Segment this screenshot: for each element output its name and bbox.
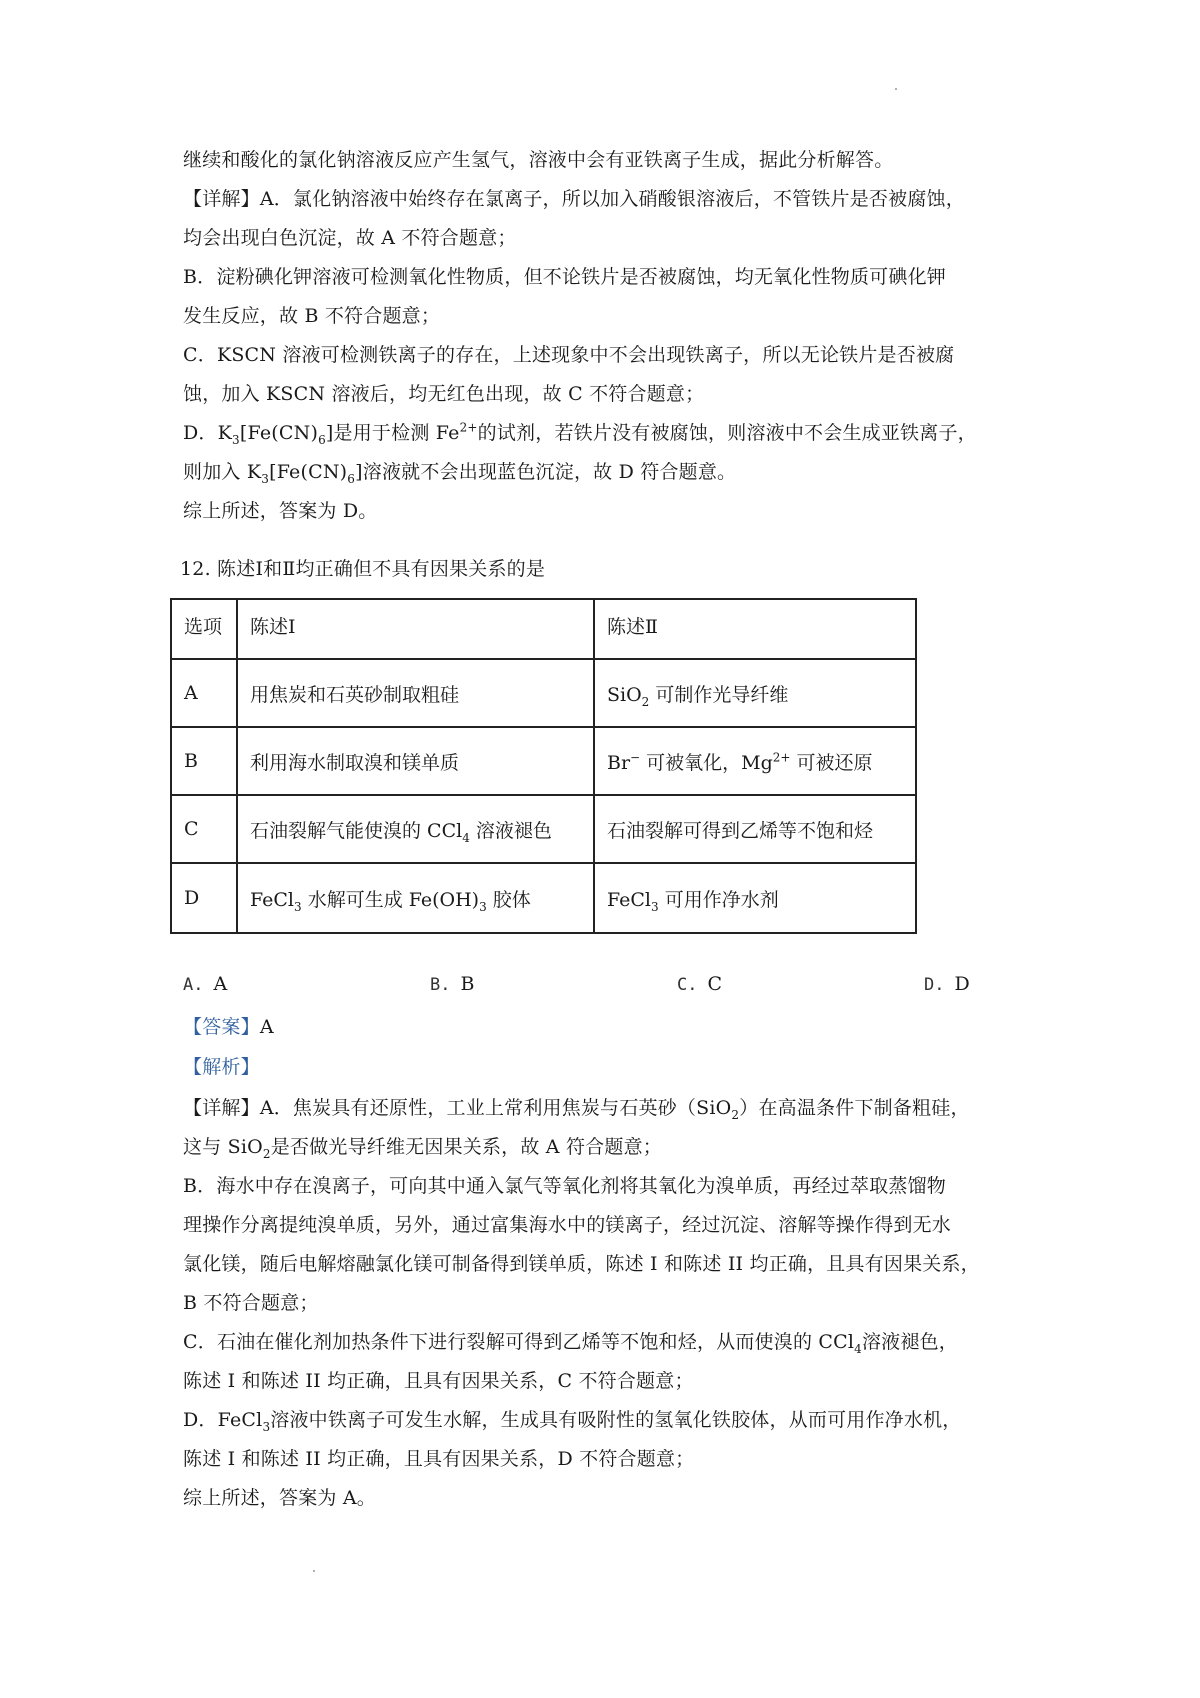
prev-detail-c: C．KSCN 溶液可检测铁离子的存在，上述现象中不会出现铁离子，所以无论铁片是否被腐 bbox=[183, 344, 955, 366]
header-cell: 选项 bbox=[171, 599, 237, 659]
text-run: 溶液褪色， bbox=[861, 1331, 958, 1353]
detail-b-cont: B 不符合题意； bbox=[183, 1292, 319, 1314]
choice-value: A bbox=[213, 973, 228, 995]
table-row bbox=[171, 795, 916, 863]
text-run: 胶体 bbox=[486, 888, 531, 911]
analysis-tag-text: 【解析】 bbox=[183, 1056, 260, 1078]
statement-1-cell bbox=[237, 795, 594, 863]
detail-c bbox=[183, 1330, 958, 1354]
choice-c bbox=[677, 972, 722, 997]
scan-speck bbox=[895, 88, 897, 90]
choice-value: B bbox=[460, 973, 475, 995]
statement-2-cell: 石油裂解可得到乙烯等不饱和烃 bbox=[594, 795, 916, 863]
prev-detail-d-cont bbox=[183, 460, 736, 484]
text-run: 溶液中铁离子可发生水解，生成具有吸附性的氢氧化铁胶体，从而可用作净水机， bbox=[270, 1409, 962, 1431]
option-cell: C bbox=[171, 795, 237, 863]
subscript: 2 bbox=[641, 694, 650, 709]
question-stem: 12. 陈述Ⅰ和Ⅱ均正确但不具有因果关系的是 bbox=[180, 558, 546, 580]
answer-line bbox=[183, 1015, 274, 1039]
text-run: SiO bbox=[607, 683, 642, 706]
detail-d-cont: 陈述 I 和陈述 II 均正确，且具有因果关系，D 不符合题意； bbox=[183, 1448, 695, 1470]
choice-letter: B. bbox=[430, 975, 451, 995]
choice-b bbox=[430, 972, 474, 997]
statement-1-cell: 用焦炭和石英砂制取粗硅 bbox=[237, 659, 594, 727]
text-run: 这与 SiO bbox=[183, 1136, 263, 1158]
choice-value: D bbox=[954, 973, 970, 995]
superscript: 2+ bbox=[772, 750, 791, 765]
statement-2-cell bbox=[594, 727, 916, 795]
text-run: FeCl bbox=[250, 888, 295, 911]
prev-detail-a-cont: 均会出现白色沉淀，故 A 不符合题意； bbox=[183, 227, 517, 249]
header-cell: 陈述Ⅱ bbox=[594, 599, 916, 659]
text-run: FeCl bbox=[607, 888, 652, 911]
text-run: [Fe(CN) bbox=[239, 422, 319, 444]
statement-1-cell bbox=[237, 863, 594, 933]
statement-2-cell bbox=[594, 863, 916, 933]
detail-a bbox=[183, 1096, 970, 1120]
answer-value: A bbox=[259, 1016, 274, 1038]
subscript: 3 bbox=[479, 899, 487, 914]
subscript: 4 bbox=[854, 1341, 862, 1356]
option-cell: B bbox=[171, 727, 237, 795]
detail-c-cont: 陈述 I 和陈述 II 均正确，且具有因果关系，C 不符合题意； bbox=[183, 1370, 694, 1392]
text-run: D．FeCl bbox=[183, 1409, 263, 1431]
text-run: Br bbox=[607, 751, 631, 774]
statement-2-cell bbox=[594, 659, 916, 727]
table-row bbox=[171, 727, 916, 795]
detail-tag: 【详解】 bbox=[183, 1097, 260, 1119]
subscript: 2 bbox=[731, 1107, 740, 1122]
text-run: 溶液褪色 bbox=[469, 819, 552, 842]
option-cell: D bbox=[171, 863, 237, 933]
text-run: ]溶液就不会出现蓝色沉淀，故 D 符合题意。 bbox=[355, 461, 737, 483]
subscript: 6 bbox=[347, 471, 356, 486]
statement-1-cell: 利用海水制取溴和镁单质 bbox=[237, 727, 594, 795]
choice-letter: C. bbox=[677, 975, 698, 995]
text-run: [Fe(CN) bbox=[269, 461, 348, 483]
text-run: 是否做光导纤维无因果关系，故 A 符合题意； bbox=[270, 1136, 662, 1158]
subscript: 3 bbox=[651, 899, 659, 914]
text-run: 水解可生成 Fe(OH) bbox=[301, 888, 480, 911]
detail-b-cont: 理操作分离提纯溴单质，另外，通过富集海水中的镁离子，经过沉淀、溶解等操作得到无水 bbox=[183, 1214, 952, 1236]
detail-d bbox=[183, 1408, 961, 1432]
scan-speck bbox=[313, 1570, 315, 1572]
superscript: − bbox=[630, 750, 641, 765]
prev-detail-b: B．淀粉碘化钾溶液可检测氧化性物质，但不论铁片是否被腐蚀，均无氧化性物质可碘化钾 bbox=[183, 266, 946, 288]
text-run: 石油裂解气能使溴的 CCl bbox=[250, 819, 463, 842]
prev-detail-a bbox=[183, 187, 965, 211]
option-cell: A bbox=[171, 659, 237, 727]
choice-letter: A. bbox=[183, 975, 204, 995]
subscript: 4 bbox=[462, 830, 470, 845]
answer-tag: 【答案】 bbox=[183, 1016, 260, 1038]
prev-explanation-line: 继续和酸化的氯化钠溶液反应产生氢气，溶液中会有亚铁离子生成，据此分析解答。 bbox=[183, 149, 894, 171]
prev-detail-c-cont: 蚀，加入 KSCN 溶液后，均无红色出现，故 C 不符合题意； bbox=[183, 383, 705, 405]
subscript: 3 bbox=[232, 432, 240, 447]
detail-tag: 【详解】 bbox=[183, 188, 260, 210]
detail-a-cont bbox=[183, 1135, 662, 1159]
superscript: 2+ bbox=[459, 420, 478, 435]
text-run: D．K bbox=[183, 422, 233, 444]
prev-summary: 综上所述，答案为 D。 bbox=[183, 500, 378, 522]
text-run: 可被氧化，Mg bbox=[640, 751, 773, 774]
header-cell: 陈述Ⅰ bbox=[237, 599, 594, 659]
subscript: 6 bbox=[318, 432, 326, 447]
choice-letter: D. bbox=[924, 975, 945, 995]
text-run: 可制作光导纤维 bbox=[649, 683, 789, 706]
subscript: 3 bbox=[262, 1419, 271, 1434]
analysis-tag bbox=[183, 1055, 260, 1079]
text-run: 可被还原 bbox=[790, 751, 873, 774]
text-run: ）在高温条件下制备粗硅， bbox=[739, 1097, 970, 1119]
text-run: ]是用于检测 Fe bbox=[325, 422, 460, 444]
prev-detail-d bbox=[183, 421, 977, 445]
choice-value: C bbox=[707, 973, 723, 995]
detail-b: B．海水中存在溴离子，可向其中通入氯气等氧化剂将其氧化为溴单质，再经过萃取蒸馏物 bbox=[183, 1175, 946, 1197]
subscript: 3 bbox=[261, 471, 270, 486]
text-run: 可用作净水剂 bbox=[658, 888, 779, 911]
summary: 综上所述，答案为 A。 bbox=[183, 1487, 376, 1509]
table-row bbox=[171, 863, 916, 933]
text-run: C．石油在催化剂加热条件下进行裂解可得到乙烯等不饱和烃，从而使溴的 CCl bbox=[183, 1331, 855, 1353]
text-run: A．焦炭具有还原性，工业上常利用焦炭与石英砂（SiO bbox=[259, 1097, 732, 1119]
prev-detail-a-text: A．氯化钠溶液中始终存在氯离子，所以加入硝酸银溶液后，不管铁片是否被腐蚀， bbox=[259, 188, 965, 210]
text-run: 的试剂，若铁片没有被腐蚀，则溶液中不会生成亚铁离子， bbox=[477, 422, 977, 444]
question-table bbox=[170, 598, 917, 934]
table-row bbox=[171, 659, 916, 727]
choice-d bbox=[924, 972, 970, 997]
choice-a bbox=[183, 972, 227, 997]
subscript: 3 bbox=[294, 899, 302, 914]
prev-detail-b-cont: 发生反应，故 B 不符合题意； bbox=[183, 305, 441, 327]
text-run: 则加入 K bbox=[183, 461, 262, 483]
detail-b-cont: 氯化镁，随后电解熔融氯化镁可制备得到镁单质，陈述 I 和陈述 II 均正确，且具有因果关系， bbox=[183, 1253, 980, 1275]
table-header-row bbox=[171, 599, 916, 659]
subscript: 2 bbox=[262, 1146, 271, 1161]
